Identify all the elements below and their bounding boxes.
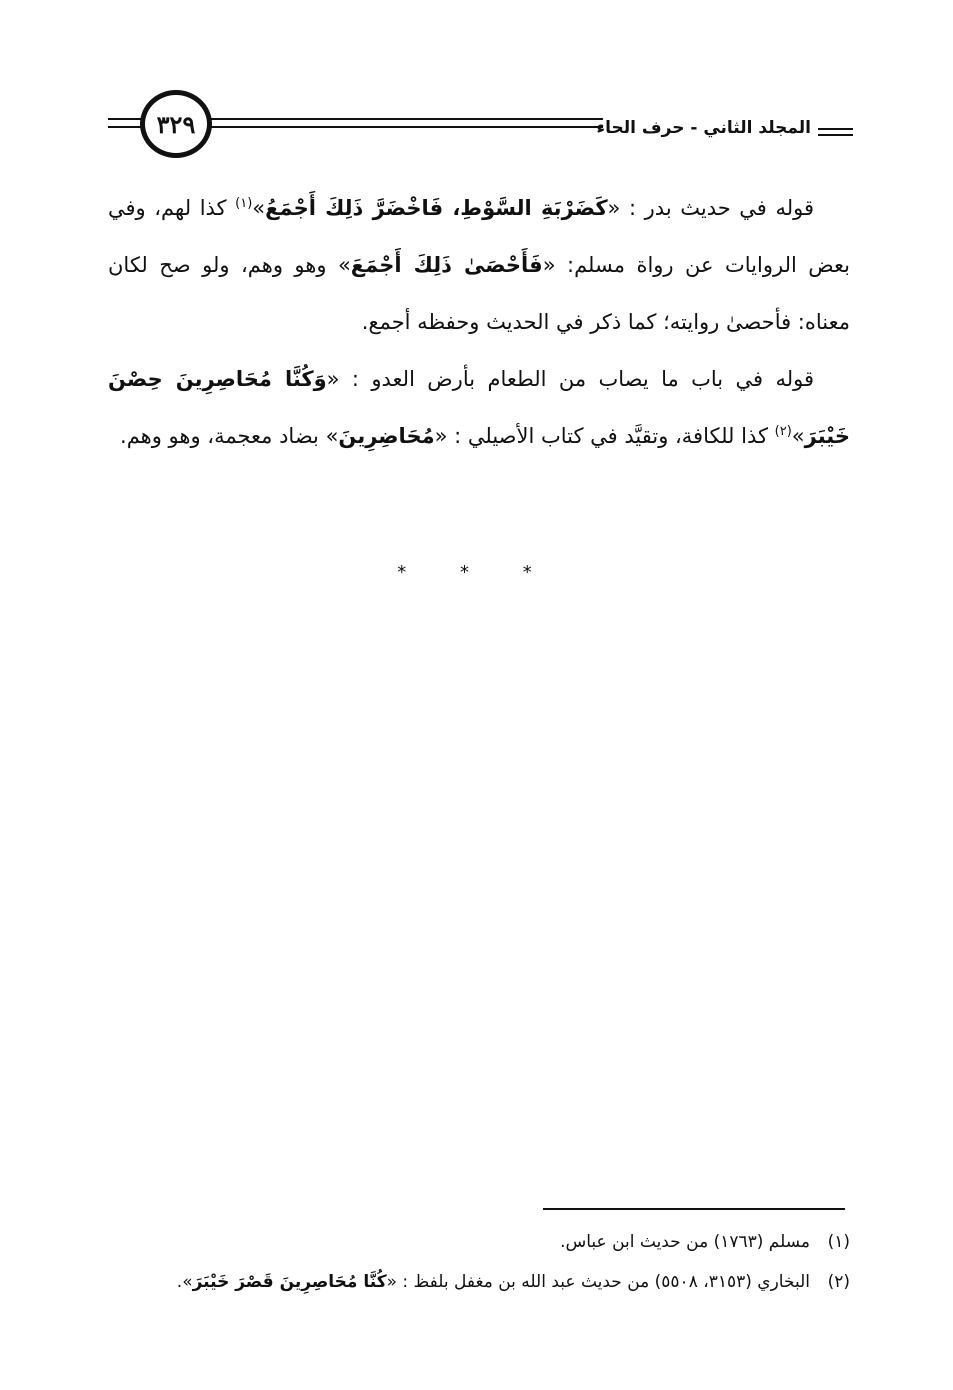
p2-quote-close-1: »	[791, 424, 805, 448]
footnote-2-text: البخاري (٣١٥٣، ٥٥٠٨) من حديث عبد الله بن مغفل بلفظ : «	[386, 1272, 810, 1292]
page-number-circle	[140, 90, 212, 158]
footnote-2-quote: كُنَّا مُحَاصِرِينَ قَصْرَ خَيْبَرَ	[192, 1272, 387, 1292]
header-rule-end-bottom	[818, 134, 853, 136]
p1-text-1: قوله في حديث بدر : «	[607, 196, 814, 220]
footnote-2	[100, 1262, 850, 1302]
section-separator: * * *	[397, 562, 556, 583]
paragraph-1	[108, 180, 850, 351]
p2-text-2: كذا للكافة، وتقيَّد في كتاب الأصيلي : «	[434, 424, 775, 448]
footnote-2-number: (٢)	[827, 1272, 850, 1292]
footnotes	[100, 1222, 850, 1302]
header-rule-right-bottom	[208, 126, 603, 128]
footnote-1	[100, 1222, 850, 1262]
p1-text-3: » وهو وهم، ولو صح لكان معناه: فأحصىٰ روايته؛ كما ذكر في الحديث وحفظه أجمع.	[108, 253, 850, 334]
p2-hadith-quote-1: وَكُنَّا مُحَاصِرِينَ حِصْنَ خَيْبَرَ	[108, 367, 850, 448]
p1-hadith-quote-2: فَأَحْصَىٰ ذَلِكَ أَجْمَعَ	[350, 253, 543, 277]
p1-text-2: كذا لهم، وفي بعض الروايات عن رواة مسلم: «	[108, 196, 850, 277]
paragraph-2	[108, 351, 850, 465]
p1-hadith-quote-1: كَضَرْبَةِ السَّوْطِ، فَاخْضَرَّ ذَلِكَ أَجْمَعُ	[265, 196, 608, 220]
page-header	[108, 88, 853, 168]
header-rule-right-top	[208, 118, 603, 120]
p2-text-1: قوله في باب ما يصاب من الطعام بأرض العدو : «	[326, 367, 815, 391]
running-title: المجلد الثاني - حرف الحاء	[596, 118, 811, 138]
header-rule-end-top	[818, 128, 853, 130]
p2-hadith-quote-2: مُحَاضِرِينَ	[338, 424, 435, 448]
page-number: ٣٢٩	[156, 109, 196, 139]
footnote-1-text: مسلم (١٧٦٣) من حديث ابن عباس.	[560, 1232, 810, 1252]
footnote-ref-2: (٢)	[774, 424, 792, 439]
main-text	[108, 180, 850, 465]
p1-quote-close-1: »	[252, 196, 266, 220]
p2-text-3: » بضاد معجمة، وهو وهم.	[120, 424, 339, 448]
footnote-2-end: ».	[176, 1272, 193, 1292]
footnote-separator	[543, 1208, 845, 1210]
footnote-1-number: (١)	[827, 1232, 850, 1252]
footnote-ref-1: (١)	[235, 196, 253, 211]
